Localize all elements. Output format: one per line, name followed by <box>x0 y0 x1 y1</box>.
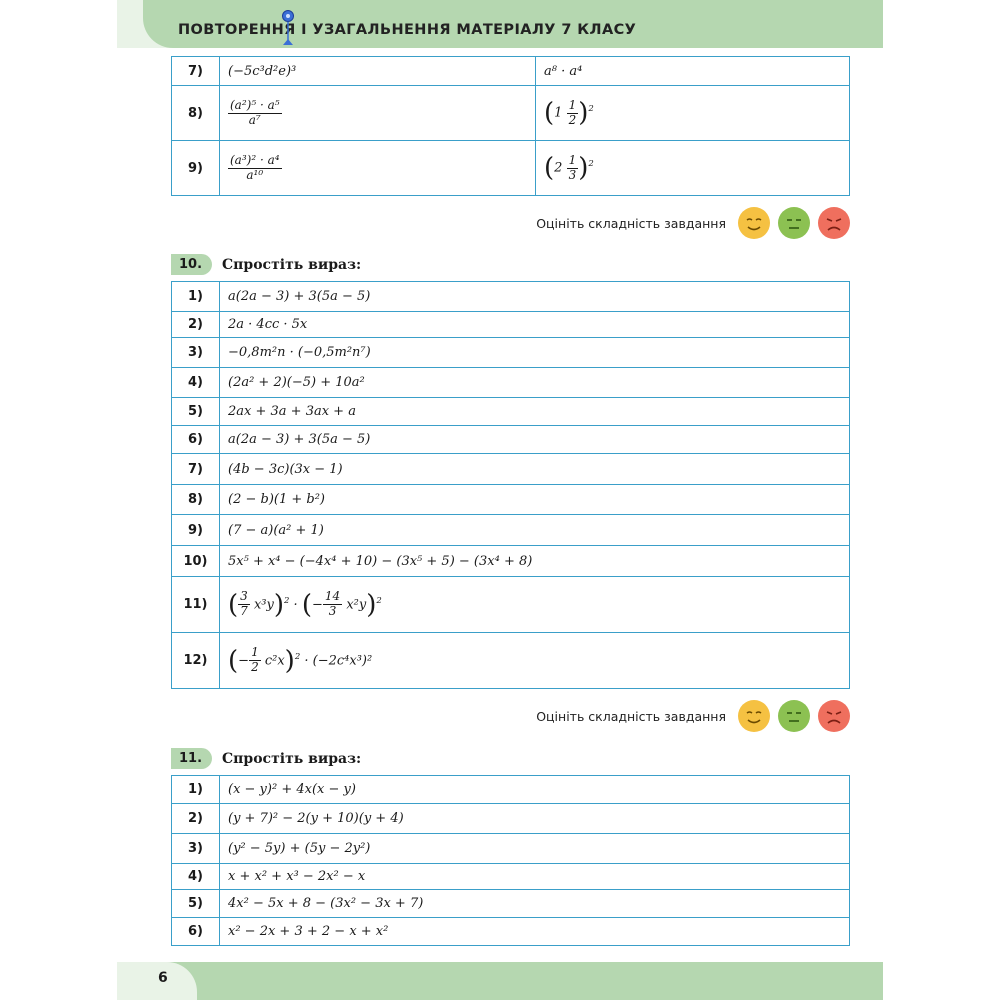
variable-part: c²x <box>264 653 285 668</box>
row-number: 9) <box>172 515 220 546</box>
difficulty-rating <box>536 700 850 732</box>
row-number: 4) <box>172 864 220 890</box>
whole-part: 1 <box>554 105 563 121</box>
row-number: 3) <box>172 834 220 864</box>
variable-part: x²y <box>346 597 367 612</box>
denominator: a⁷ <box>248 112 261 127</box>
table-row <box>172 338 850 368</box>
variable-part: x³y <box>253 597 274 612</box>
footer-band <box>117 962 883 1000</box>
sad-face-icon[interactable] <box>818 207 850 239</box>
row-number: 8) <box>172 86 220 141</box>
expression: (y + 7)² − 2(y + 10)(y + 4) <box>220 804 850 834</box>
table-row <box>172 834 850 864</box>
task-10-heading <box>171 254 361 275</box>
sad-face-icon[interactable] <box>818 700 850 732</box>
exponent: 2 <box>588 159 594 170</box>
row-number: 12) <box>172 633 220 689</box>
denominator: 3 <box>568 167 577 182</box>
fraction-expression <box>220 141 536 196</box>
row-number: 7) <box>172 454 220 485</box>
row-number: 5) <box>172 398 220 426</box>
expression: (2 − b)(1 + b²) <box>220 485 850 515</box>
denominator: 2 <box>568 112 577 127</box>
neutral-face-icon[interactable] <box>778 700 810 732</box>
mixed-number-expression: (1 $\frac{1}{2}$ )$^2$ <box>536 86 850 141</box>
row-number: 6) <box>172 918 220 946</box>
table-row <box>172 141 850 196</box>
numerator: 1 <box>251 645 259 660</box>
table-row <box>172 890 850 918</box>
expression: 2a · 4cc · 5x <box>220 312 850 338</box>
expression: (2a² + 2)(−5) + 10a² <box>220 368 850 398</box>
easy-face-icon[interactable] <box>738 700 770 732</box>
row-number: 1) <box>172 282 220 312</box>
row-number: 9) <box>172 141 220 196</box>
expression: a(2a − 3) + 3(5a − 5) <box>220 426 850 454</box>
page-header-title: ПОВТОРЕННЯ І УЗАГАЛЬНЕННЯ МАТЕРІАЛУ 7 КЛАСУ <box>178 22 637 38</box>
expression: 2ax + 3a + 3ax + a <box>220 398 850 426</box>
rating-label: Оцініть складність завдання <box>536 215 726 231</box>
expression: x + x² + x³ − 2x² − x <box>220 864 850 890</box>
expression: (4b − 3c)(3x − 1) <box>220 454 850 485</box>
row-number: 5) <box>172 890 220 918</box>
table-row <box>172 312 850 338</box>
fraction <box>228 99 282 128</box>
row-number: 4) <box>172 368 220 398</box>
task-11-heading <box>171 748 361 769</box>
expression: (7 − a)(a² + 1) <box>220 515 850 546</box>
fraction-expression: (− $\frac{1}{2}$ c²x)$^2$ · (−2c⁴x³)² <box>220 633 850 689</box>
task-title: Спростіть вираз: <box>222 750 362 767</box>
numerator: 14 <box>324 589 341 604</box>
fraction <box>228 154 282 183</box>
table-row <box>172 546 850 577</box>
table-row <box>172 918 850 946</box>
exponent: 2 <box>283 595 290 606</box>
table-row <box>172 776 850 804</box>
fraction <box>249 646 261 675</box>
denominator: a¹⁰ <box>246 167 264 182</box>
expression: −0,8m²n · (−0,5m²n⁷) <box>220 338 850 368</box>
denominator: 2 <box>251 660 259 674</box>
expression: x² − 2x + 3 + 2 − x + x² <box>220 918 850 946</box>
numerator: 3 <box>240 589 248 604</box>
table-row <box>172 368 850 398</box>
task-title: Спростіть вираз: <box>222 256 362 273</box>
table-row <box>172 804 850 834</box>
exponent: 2 <box>588 104 594 115</box>
rating-label: Оцініть складність завдання <box>536 708 726 724</box>
footer-tab <box>117 962 197 1000</box>
task-11-table <box>171 775 850 946</box>
whole-part: 2 <box>554 160 563 176</box>
table-row <box>172 633 850 689</box>
text-cursor-icon <box>281 9 295 49</box>
fraction <box>567 99 579 128</box>
fraction <box>238 590 250 619</box>
row-number: 2) <box>172 312 220 338</box>
mixed-number-expression: (2 $\frac{1}{3}$ )$^2$ <box>536 141 850 196</box>
denominator: 3 <box>328 604 337 618</box>
expression-tail: · (−2c⁴x³)² <box>304 653 373 668</box>
row-number: 6) <box>172 426 220 454</box>
numerator: (a²)⁵ · a⁵ <box>230 97 280 112</box>
expression: (x − y)² + 4x(x − y) <box>220 776 850 804</box>
fraction-expression <box>220 86 536 141</box>
fraction <box>567 154 579 183</box>
table-row <box>172 485 850 515</box>
task-number: 10. <box>171 254 212 275</box>
expression: a(2a − 3) + 3(5a − 5) <box>220 282 850 312</box>
table-row <box>172 426 850 454</box>
row-number: 11) <box>172 577 220 633</box>
table-row <box>172 577 850 633</box>
easy-face-icon[interactable] <box>738 207 770 239</box>
expression: (−5c³d²e)³ <box>220 57 536 86</box>
table-row <box>172 86 850 141</box>
expression: 5x⁵ + x⁴ − (−4x⁴ + 10) − (3x⁵ + 5) − (3x⁴ + 8) <box>220 546 850 577</box>
table-row <box>172 57 850 86</box>
task-10-table <box>171 281 850 689</box>
expression: a⁸ · a⁴ <box>536 57 850 86</box>
table-row <box>172 398 850 426</box>
row-number: 2) <box>172 804 220 834</box>
neutral-face-icon[interactable] <box>778 207 810 239</box>
table-row <box>172 454 850 485</box>
page-number: 6 <box>158 970 168 986</box>
expression: (y² − 5y) + (5y − 2y²) <box>220 834 850 864</box>
denominator: 7 <box>240 604 248 618</box>
task-number: 11. <box>171 748 212 769</box>
top-exercise-table <box>171 56 850 196</box>
table-row <box>172 282 850 312</box>
table-row <box>172 864 850 890</box>
exponent: 2 <box>294 651 301 662</box>
exponent: 2 <box>376 595 382 606</box>
row-number: 1) <box>172 776 220 804</box>
table-row <box>172 515 850 546</box>
row-number: 10) <box>172 546 220 577</box>
numerator: (a³)² · a⁴ <box>230 152 280 167</box>
numerator: 1 <box>568 152 577 167</box>
expression: 4x² − 5x + 8 − (3x² − 3x + 7) <box>220 890 850 918</box>
difficulty-rating <box>536 207 850 239</box>
numerator: 1 <box>568 97 577 112</box>
row-number: 3) <box>172 338 220 368</box>
row-number: 7) <box>172 57 220 86</box>
fraction-expression: ( $\frac{3}{7}$ x³y)$^2$ · (− $\frac{14}{3}$ x²y)$^2$ <box>220 577 850 633</box>
row-number: 8) <box>172 485 220 515</box>
fraction <box>323 590 342 619</box>
